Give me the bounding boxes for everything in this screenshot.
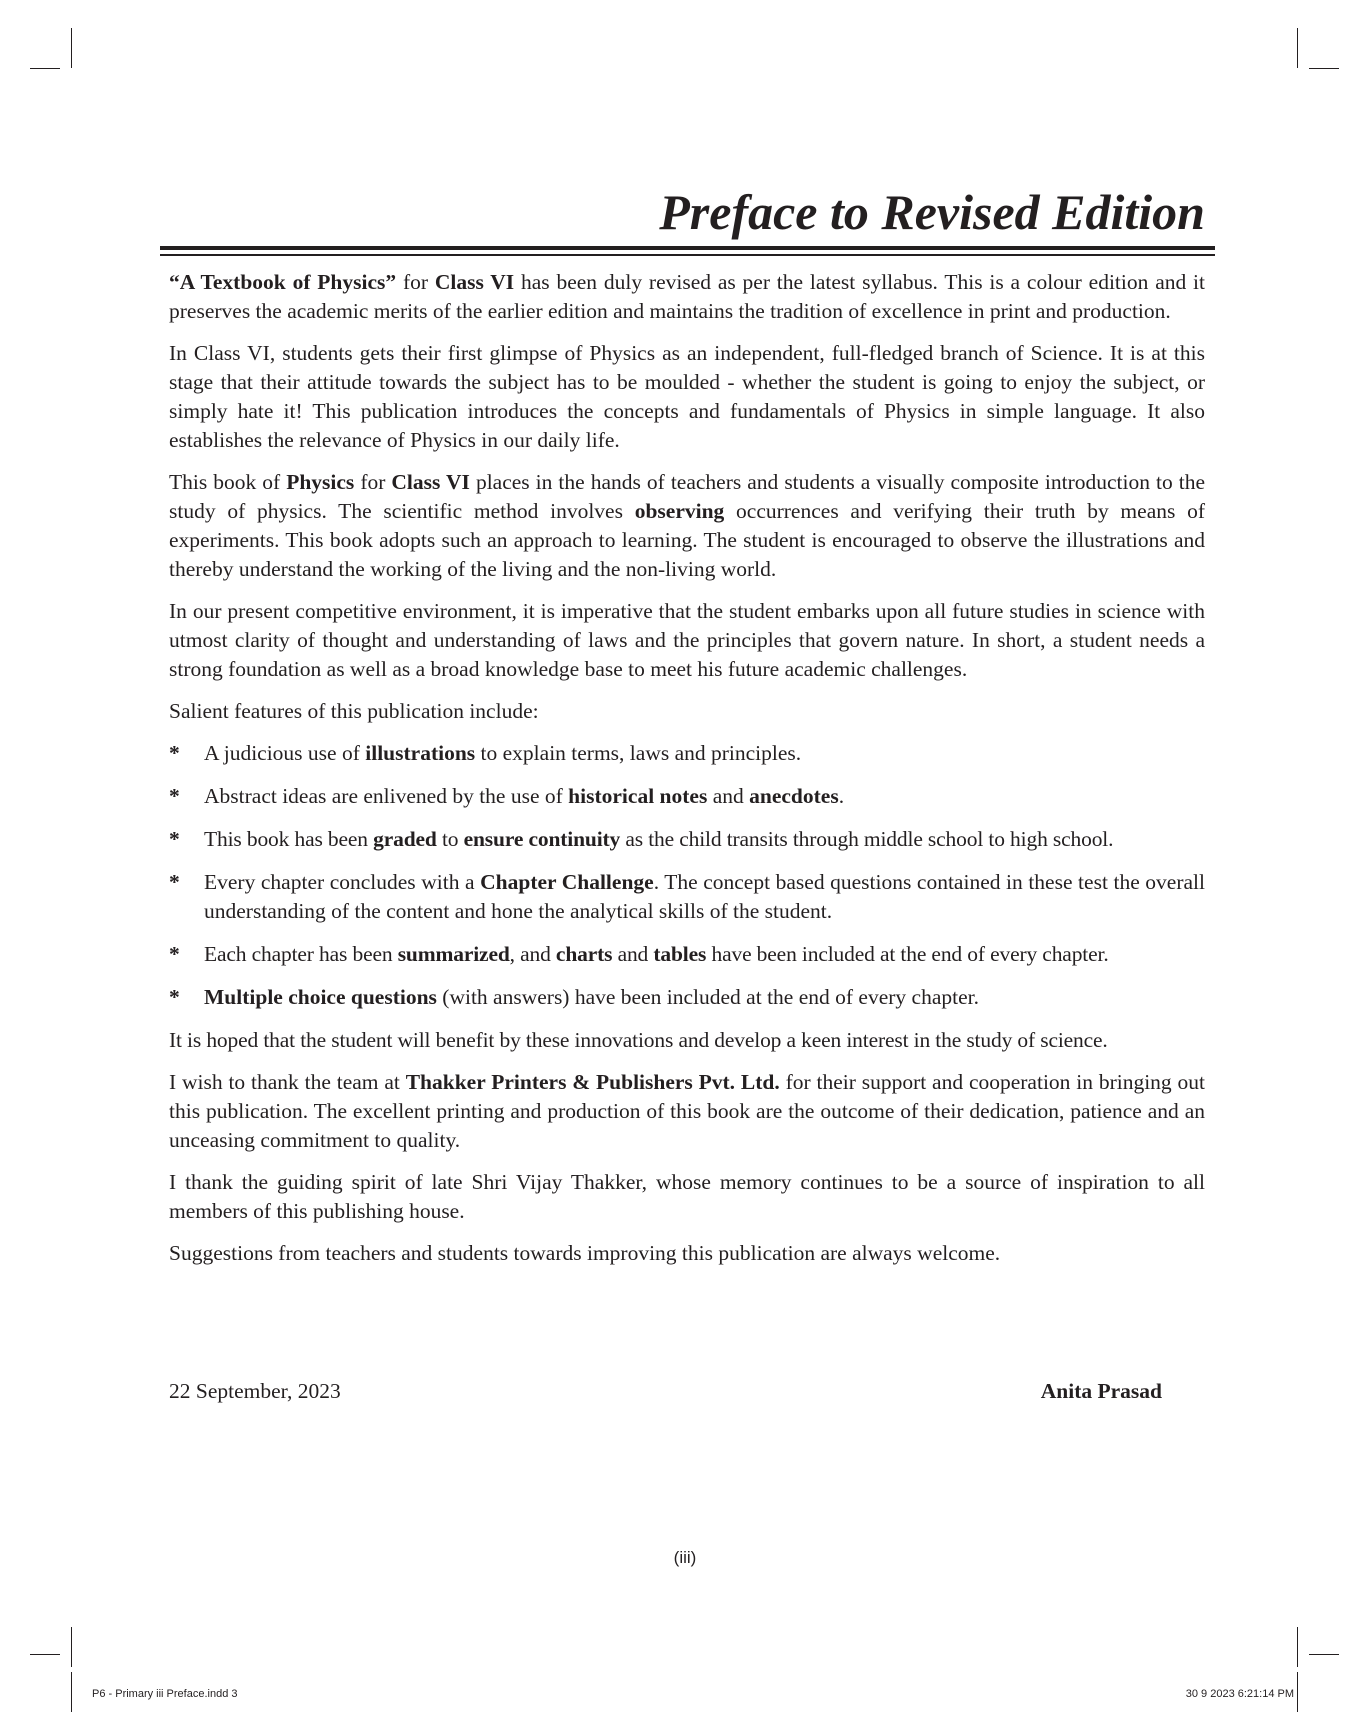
bullet-marker: * bbox=[169, 784, 180, 808]
bold-text: anecdotes bbox=[749, 784, 839, 808]
bold-text: Class VI bbox=[391, 470, 470, 494]
bold-text: graded bbox=[373, 827, 437, 851]
text: (with answers) have been included at the end of every chapter. bbox=[436, 985, 979, 1009]
text: I wish to thank the team at bbox=[169, 1070, 406, 1094]
signature-date: 22 September, 2023 bbox=[169, 1379, 341, 1403]
text: to bbox=[436, 827, 464, 851]
signature-author: Anita Prasad bbox=[1040, 1379, 1162, 1403]
list-item bbox=[169, 940, 1205, 969]
text: Abstract ideas are enlivened by the use of bbox=[204, 784, 569, 808]
text: to explain terms, laws and principles. bbox=[475, 741, 802, 765]
bold-text: Chapter Challenge bbox=[480, 870, 654, 894]
text: Each chapter has been bbox=[204, 942, 398, 966]
text: and bbox=[707, 784, 750, 808]
crop-mark bbox=[71, 1672, 72, 1712]
crop-mark bbox=[1309, 68, 1339, 69]
crop-mark bbox=[71, 28, 72, 68]
paragraph bbox=[169, 268, 1205, 326]
slug-filename: P6 - Primary iii Preface.indd 3 bbox=[92, 1688, 238, 1700]
paragraph bbox=[169, 1068, 1205, 1155]
publisher-name: Thakker Printers & Publishers Pvt. Ltd. bbox=[405, 1070, 780, 1094]
bullet-marker: * bbox=[169, 827, 180, 851]
paragraph bbox=[169, 468, 1205, 584]
list-item bbox=[169, 983, 1205, 1012]
paragraph: I thank the guiding spirit of late Shri Vijay Thakker, whose memory continues to be a source of inspiration to all members of this publishing house. bbox=[169, 1170, 1205, 1223]
bold-text: tables bbox=[653, 942, 707, 966]
slug-timestamp: 30 9 2023 6:21:14 PM bbox=[1185, 1688, 1294, 1700]
paragraph: Suggestions from teachers and students towards improving this publication are always welcome. bbox=[169, 1241, 1001, 1265]
text: , and bbox=[509, 942, 556, 966]
crop-mark bbox=[30, 68, 60, 69]
page-number: (iii) bbox=[673, 1548, 697, 1567]
text: and bbox=[612, 942, 654, 966]
text: This book of bbox=[169, 470, 287, 494]
bold-text: summarized bbox=[397, 942, 510, 966]
bold-text: ensure continuity bbox=[463, 827, 621, 851]
text: have been included at the end of every chapter. bbox=[706, 942, 1109, 966]
text: for bbox=[396, 270, 435, 294]
crop-mark bbox=[1297, 28, 1298, 68]
features-intro: Salient features of this publication include: bbox=[169, 699, 539, 723]
bold-text: charts bbox=[555, 942, 613, 966]
crop-mark bbox=[1309, 1654, 1339, 1655]
preface-body bbox=[169, 268, 1205, 1281]
bullet-marker: * bbox=[169, 870, 180, 894]
title-rule-thin bbox=[160, 254, 1215, 256]
list-item bbox=[169, 825, 1205, 854]
crop-mark bbox=[1297, 1672, 1298, 1712]
features-list bbox=[169, 739, 1205, 1012]
bold-text: Physics bbox=[286, 470, 355, 494]
paragraph: In Class VI, students gets their first glimpse of Physics as an independent, full-fledged branch of Science. It is at this stage that their attitude towards the subject has to be moulded - whether the student is going to enjoy the subject, or simply hate it! This publication introduces the concepts and fundamentals of Physics in simple language. It also establishes the relevance of Physics in our daily life. bbox=[169, 341, 1205, 452]
bullet-marker: * bbox=[169, 741, 180, 765]
crop-mark bbox=[30, 1654, 60, 1655]
bold-text: illustrations bbox=[365, 741, 476, 765]
text: for their support and cooperation in bringing out this publication. The excellent printing and production of this book are the outcome of their dedication, patience and an unceasing commitment to quality. bbox=[169, 1070, 1205, 1152]
text: occurrences and verifying their truth by means of experiments. This book adopts such an approach to learning. The student is encouraged to observe the illustrations and thereby understand the working of the living and the non-living world. bbox=[169, 499, 1206, 581]
bold-text: historical notes bbox=[568, 784, 708, 808]
list-item bbox=[169, 782, 1205, 811]
bold-text: Multiple choice questions bbox=[204, 985, 437, 1009]
text: . The concept based questions contained in these test the overall understanding of the content and hone the analytical skills of the student. bbox=[204, 870, 1205, 923]
list-item bbox=[169, 739, 1205, 768]
bullet-marker: * bbox=[169, 985, 180, 1009]
crop-mark bbox=[1297, 1627, 1298, 1667]
bold-text: “A Textbook of Physics” bbox=[169, 270, 397, 294]
bold-text: Class VI bbox=[434, 270, 515, 294]
page-title: Preface to Revised Edition bbox=[659, 184, 1205, 240]
bullet-marker: * bbox=[169, 942, 180, 966]
paragraph: It is hoped that the student will benefit by these innovations and develop a keen interest in the study of science. bbox=[169, 1028, 1108, 1052]
paragraph: In our present competitive environment, it is imperative that the student embarks upon all future studies in science with utmost clarity of thought and understanding of laws and the principles that govern nature. In short, a student needs a strong foundation as well as a broad knowledge base to meet his future academic challenges. bbox=[169, 599, 1205, 681]
text: as the child transits through middle school to high school. bbox=[620, 827, 1114, 851]
text: A judicious use of bbox=[204, 741, 366, 765]
text: for bbox=[354, 470, 392, 494]
text: This book has been bbox=[204, 827, 374, 851]
text: places in the hands of teachers and students a visually composite introduction to the study of physics. The scientific method involves bbox=[169, 470, 1205, 523]
crop-mark bbox=[71, 1627, 72, 1667]
text: has been duly revised as per the latest syllabus. This is a colour edition and it preserves the academic merits of the earlier edition and maintains the tradition of excellence in print and production. bbox=[169, 270, 1206, 323]
text: . bbox=[838, 784, 845, 808]
text: Every chapter concludes with a bbox=[204, 870, 481, 894]
bold-text: observing bbox=[634, 499, 725, 523]
title-rule-thick bbox=[160, 246, 1215, 250]
list-item bbox=[169, 868, 1205, 926]
